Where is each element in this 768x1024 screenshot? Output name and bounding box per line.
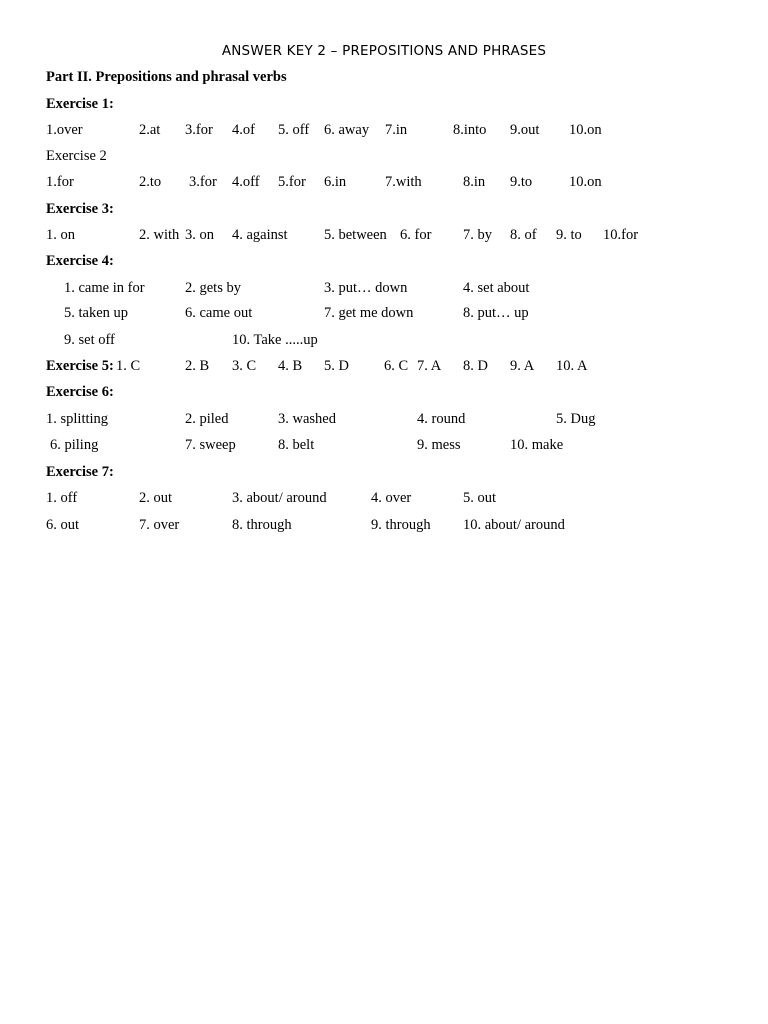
ex7-answer-1: 1. off <box>46 490 78 506</box>
ex3-answer-1: 1. on <box>46 227 75 243</box>
ex3-answer-9: 9. to <box>556 227 582 243</box>
ex2-answer-10: 10.on <box>569 174 602 190</box>
ex7-answer-9: 9. through <box>371 517 431 533</box>
ex2-answer-1: 1.for <box>46 174 74 190</box>
ex1-answer-6: 6. away <box>324 122 370 138</box>
exercise-6-row-1 <box>0 411 768 431</box>
ex1-answer-8: 8.into <box>453 122 487 138</box>
ex2-answer-8: 8.in <box>463 174 486 190</box>
ex5-answer-5: 5. D <box>324 358 349 374</box>
ex4-answer-3: 3. put… down <box>324 280 408 296</box>
ex7-answer-7: 7. over <box>139 517 180 533</box>
ex5-answer-2: 2. B <box>185 358 210 374</box>
ex7-answer-8: 8. through <box>232 517 292 533</box>
ex2-answer-3: 3.for <box>189 174 217 190</box>
ex6-answer-1: 1. splitting <box>46 411 109 427</box>
ex1-answer-7: 7.in <box>385 122 408 138</box>
exercise-2-answers <box>0 174 768 194</box>
ex7-answer-4: 4. over <box>371 490 412 506</box>
ex5-answer-9: 9. A <box>510 358 535 374</box>
ex7-answer-2: 2. out <box>139 490 173 506</box>
ex5-answer-3: 3. C <box>232 358 257 374</box>
ex6-answer-3: 3. washed <box>278 411 336 427</box>
ex5-answer-4: 4. B <box>278 358 303 374</box>
ex5-answer-10: 10. A <box>556 358 588 374</box>
ex4-answer-10: 10. Take .....up <box>232 332 318 348</box>
ex3-answer-6: 6. for <box>400 227 432 243</box>
ex7-answer-3: 3. about/ around <box>232 490 327 506</box>
part-heading: Part II. Prepositions and phrasal verbs <box>46 69 287 85</box>
exercise-4-row-3 <box>0 332 768 352</box>
ex5-answer-1: 1. C <box>116 358 141 374</box>
ex6-answer-10: 10. make <box>510 437 564 453</box>
ex2-answer-2: 2.to <box>139 174 162 190</box>
ex3-answer-5: 5. between <box>324 227 387 243</box>
ex5-answer-7: 7. A <box>417 358 442 374</box>
ex6-answer-5: 5. Dug <box>556 411 596 427</box>
ex6-answer-7: 7. sweep <box>185 437 236 453</box>
ex4-answer-2: 2. gets by <box>185 280 241 296</box>
ex2-answer-7: 7.with <box>385 174 422 190</box>
ex2-answer-6: 6.in <box>324 174 347 190</box>
exercise-4-row-2 <box>0 305 768 325</box>
ex6-answer-9: 9. mess <box>417 437 461 453</box>
ex4-answer-7: 7. get me down <box>324 305 414 321</box>
ex1-answer-9: 9.out <box>510 122 540 138</box>
ex2-answer-5: 5.for <box>278 174 306 190</box>
ex1-answer-1: 1.over <box>46 122 83 138</box>
ex4-answer-4: 4. set about <box>463 280 530 296</box>
ex7-answer-5: 5. out <box>463 490 497 506</box>
ex6-answer-2: 2. piled <box>185 411 229 427</box>
ex4-answer-5: 5. taken up <box>64 305 129 321</box>
exercise-5-answers <box>0 358 768 378</box>
exercise-7-heading: Exercise 7: <box>46 464 114 480</box>
ex1-answer-2: 2.at <box>139 122 161 138</box>
ex3-answer-3: 3. on <box>185 227 214 243</box>
ex5-answer-8: 8. D <box>463 358 488 374</box>
exercise-1-heading: Exercise 1: <box>46 96 114 112</box>
exercise-5-heading: Exercise 5: <box>46 358 114 374</box>
ex1-answer-10: 10.on <box>569 122 602 138</box>
ex3-answer-7: 7. by <box>463 227 492 243</box>
exercise-4-row-1 <box>0 280 768 300</box>
ex4-answer-9: 9. set off <box>64 332 115 348</box>
exercise-4-heading: Exercise 4: <box>46 253 114 269</box>
exercise-6-heading: Exercise 6: <box>46 384 114 400</box>
exercise-7-row-2 <box>0 517 768 537</box>
exercise-2-heading: Exercise 2 <box>46 148 107 164</box>
ex1-answer-3: 3.for <box>185 122 213 138</box>
ex4-answer-6: 6. came out <box>185 305 253 321</box>
page-title: ANSWER KEY 2 – PREPOSITIONS AND PHRASES <box>221 43 547 59</box>
ex4-answer-1: 1. came in for <box>64 280 145 296</box>
ex3-answer-8: 8. of <box>510 227 537 243</box>
ex1-answer-4: 4.of <box>232 122 255 138</box>
ex3-answer-2: 2. with <box>139 227 180 243</box>
ex7-answer-6: 6. out <box>46 517 80 533</box>
ex3-answer-10: 10.for <box>603 227 639 243</box>
ex4-answer-8: 8. put… up <box>463 305 529 321</box>
exercise-6-row-2 <box>0 437 768 457</box>
exercise-3-heading: Exercise 3: <box>46 201 114 217</box>
ex2-answer-9: 9.to <box>510 174 533 190</box>
ex2-answer-4: 4.off <box>232 174 260 190</box>
ex5-answer-6: 6. C <box>384 358 409 374</box>
ex1-answer-5: 5. off <box>278 122 310 138</box>
exercise-3-answers <box>0 227 768 247</box>
ex3-answer-4: 4. against <box>232 227 288 243</box>
exercise-1-answers <box>0 122 768 142</box>
ex6-answer-6: 6. piling <box>50 437 99 453</box>
ex6-answer-4: 4. round <box>417 411 466 427</box>
ex6-answer-8: 8. belt <box>278 437 315 453</box>
ex7-answer-10: 10. about/ around <box>463 517 565 533</box>
exercise-7-row-1 <box>0 490 768 510</box>
